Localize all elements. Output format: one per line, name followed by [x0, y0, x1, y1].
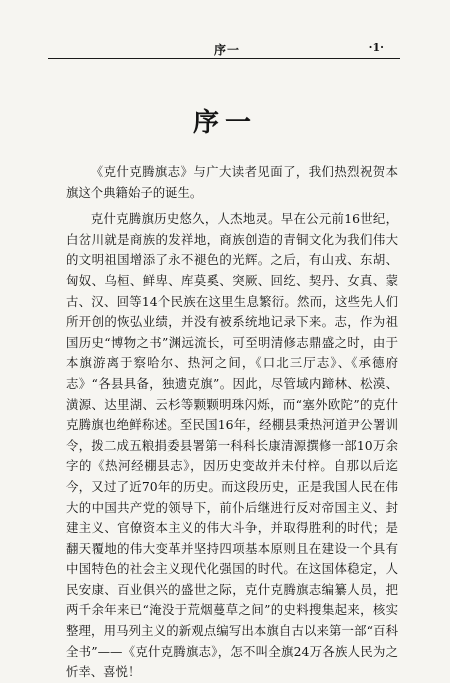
- chapter-title: 序一: [192, 108, 257, 138]
- header-rule: [48, 58, 400, 59]
- paragraph-history: 克什克腾旗历史悠久，人杰地灵。早在公元前16世纪，白岔川就是商族的发祥地，商族创造的青铜文化为我们伟大的文明祖国增添了永不褪色的光辉。之后，有山戎、东胡、匈奴、乌桓、鲜卑、库莫奚、突厥、回纥、契丹、女真、蒙古、汉、回等14个民族在这里生息繁衍。然而，这些先人们所开创的恢弘业绩，并没有被系统地记录下来。志，作为祖国历史“博物之书”渊远流长，可至明清修志鼎盛之时，由于本旗游离于察哈尔、热河之间，《口北三厅志》、《承德府志》“各县具备，独遗克旗”。因此，尽管域内蹄林、松漠、潢源、达里湖、云杉等颗颗明珠闪烁，而“塞外欧陀”的克什克腾旗也绝鲜称述。至民国16年，经棚县秉热河道尹公署训令，拨二成五粮捐委县署第一科科长康清源撰修一部10万余字的《热河经棚县志》，因历史变故并未付梓。自那以后迄今，又过了近70年的历史。而这段历史，正是我国人民在伟大的中国共产党的领导下，前仆后继进行反对帝国主义、封建主义、官僚资本主义的伟大斗争，并取得胜利的时代；是翻天覆地的伟大变革并坚持四项基本原则且在建设一个具有中国特色的社会主义现代化强国的时代。在这国体稳定，人民安康、百业俱兴的盛世之际，克什克腾旗志编纂人员，把两千余年来已“淹没于荒烟蔓草之间”的史料搜集起来，核实整理，用马列主义的新观点编写出本旗自古以来第一部“百科全书”——《克什克腾旗志》，怎不叫全旗24万各族人民为之忻幸、喜悦！: [66, 211, 398, 680]
- paragraph-intro: 《克什克腾旗志》与广大读者见面了，我们热烈祝贺本旗这个典籍始子的诞生。: [66, 164, 398, 200]
- page-number: ·1·: [368, 41, 384, 54]
- running-header: [0, 0, 450, 60]
- header-title: 序一: [214, 43, 241, 57]
- body-text: [66, 162, 398, 683]
